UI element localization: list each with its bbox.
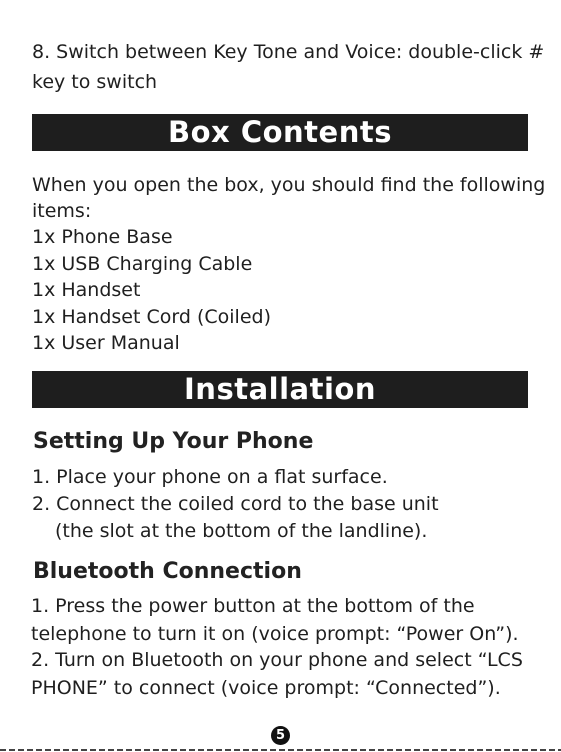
installation-banner: Installation	[32, 371, 528, 408]
bluetooth-line-3: 2. Turn on Bluetooth on your phone and select “LCS	[31, 649, 523, 671]
box-contents-banner: Box Contents	[32, 114, 528, 151]
bluetooth-line-4: PHONE” to connect (voice prompt: “Connected”).	[31, 677, 501, 699]
box-item: 1x Handset Cord (Coiled)	[32, 306, 271, 328]
box-item: 1x USB Charging Cable	[32, 253, 253, 275]
bluetooth-line-2: telephone to turn it on (voice prompt: “Power On”).	[31, 623, 519, 645]
box-contents-intro-line-1: When you open the box, you should find the following	[32, 174, 546, 196]
intro-line-1: 8. Switch between Key Tone and Voice: double-click #	[32, 41, 545, 63]
setup-step-2-line-2: (the slot at the bottom of the landline).	[55, 520, 428, 542]
box-item: 1x User Manual	[32, 332, 180, 354]
bottom-divider	[0, 749, 561, 751]
page-number-badge: 5	[271, 726, 290, 745]
box-item: 1x Phone Base	[32, 226, 173, 248]
bluetooth-line-1: 1. Press the power button at the bottom of the	[31, 595, 475, 617]
setup-step-2-line-1: 2. Connect the coiled cord to the base unit	[32, 493, 439, 515]
setup-step-1: 1. Place your phone on a flat surface.	[32, 466, 388, 488]
setup-heading: Setting Up Your Phone	[33, 429, 314, 454]
box-contents-intro-line-2: items:	[32, 200, 92, 222]
bluetooth-heading: Bluetooth Connection	[33, 559, 302, 584]
intro-line-2: key to switch	[32, 71, 158, 93]
box-item: 1x Handset	[32, 279, 141, 301]
